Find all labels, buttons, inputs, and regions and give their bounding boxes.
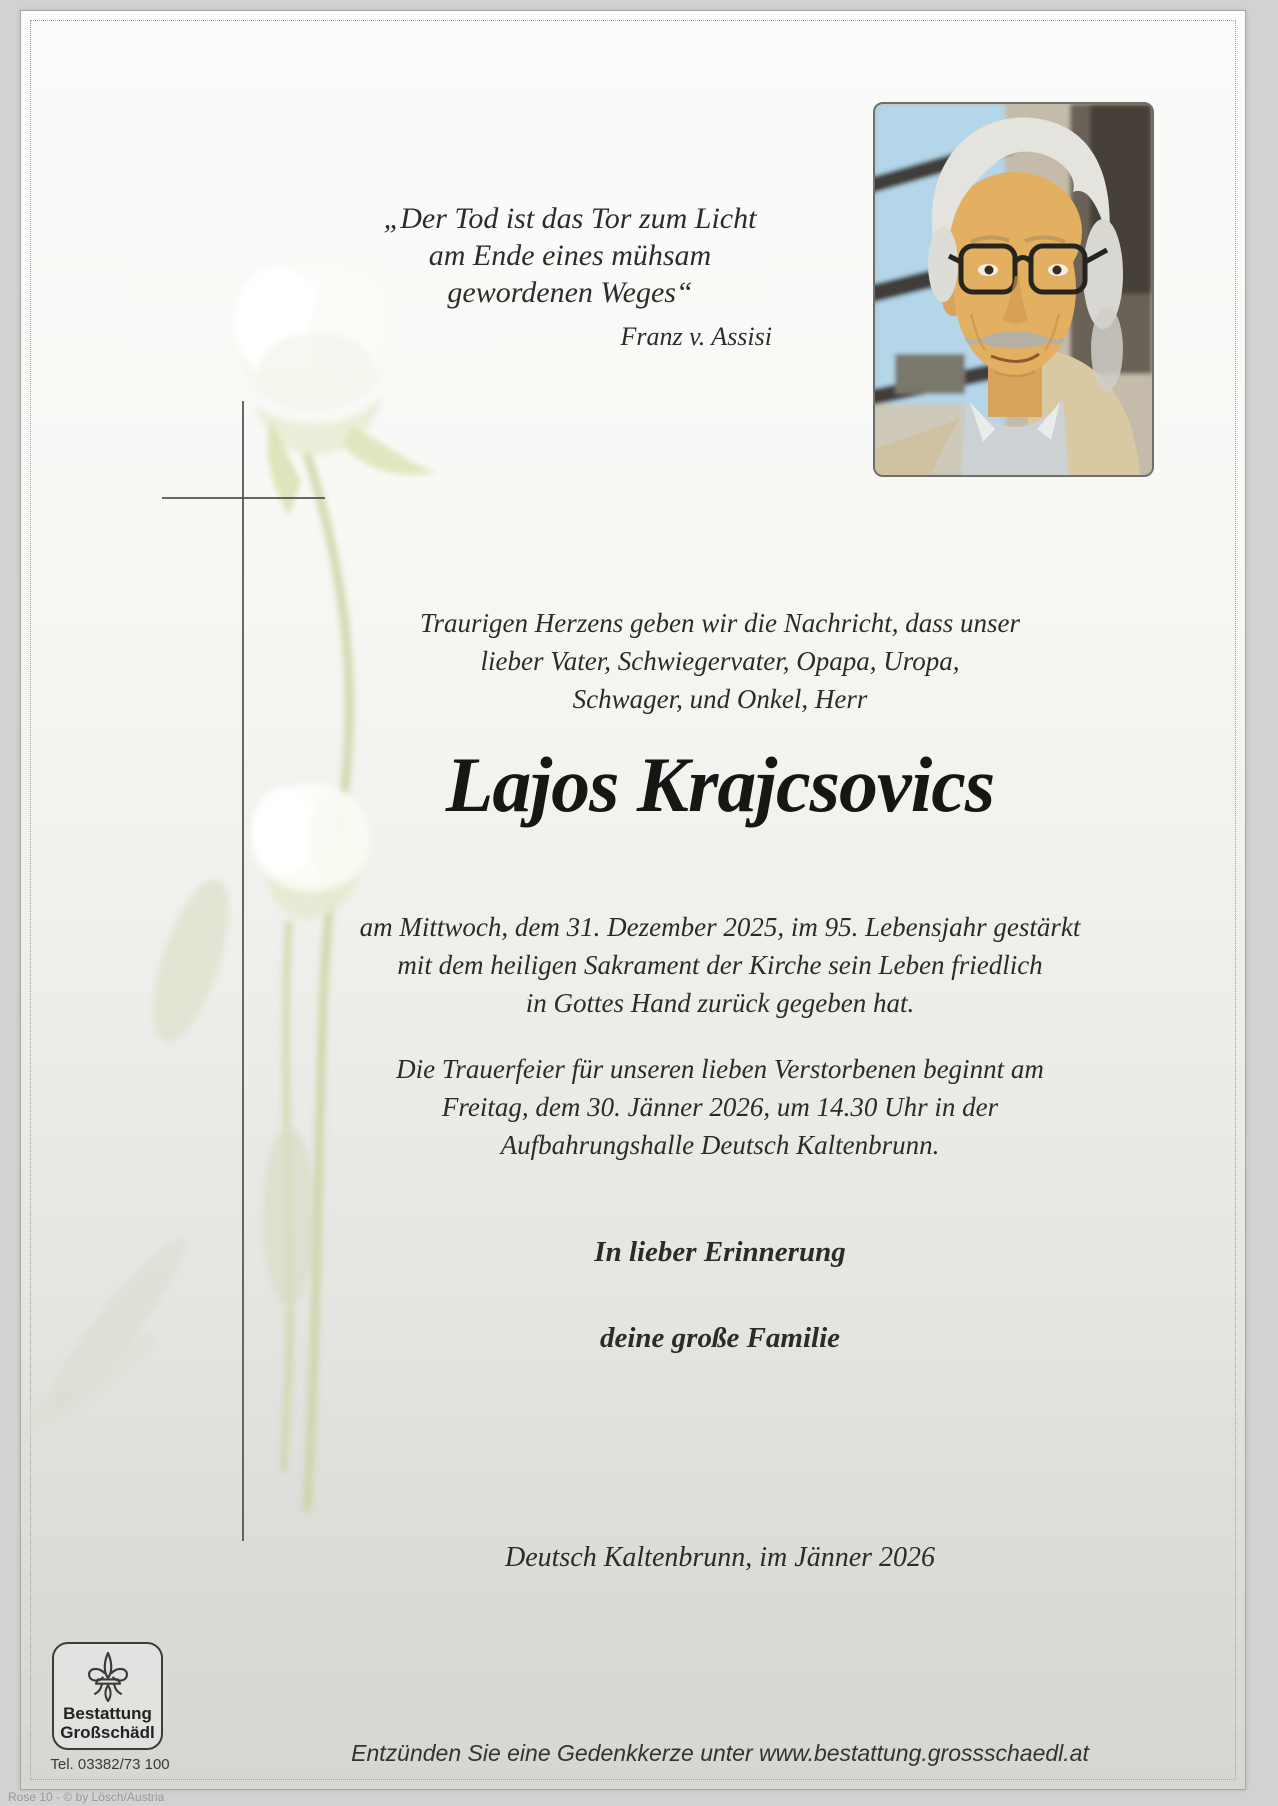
announcement-block xyxy=(270,604,1170,718)
memorial-cross-horizontal-line xyxy=(162,497,325,499)
quote-line: am Ende eines mühsam xyxy=(428,239,712,272)
quote-attribution: Franz v. Assisi xyxy=(620,322,772,351)
announcement-line: Traurigen Herzens geben wir die Nachricht, dass unser xyxy=(420,608,1020,638)
portrait-photo xyxy=(873,102,1154,477)
scan-credit: Rose 10 - © by Lösch/Austria xyxy=(8,1790,165,1804)
remembrance-line: In lieber Erinnerung xyxy=(594,1236,846,1268)
death-details-line: in Gottes Hand zurück gegeben hat. xyxy=(525,988,915,1018)
funeral-details-line: Aufbahrungshalle Deutsch Kaltenbrunn. xyxy=(500,1130,940,1160)
death-details-block xyxy=(270,908,1170,1022)
funeral-home-logo xyxy=(52,1642,163,1750)
funeral-home-name-line2: Großschädl xyxy=(60,1723,155,1742)
quote-line: gewordenen Weges“ xyxy=(447,276,693,309)
funeral-details-line: Die Trauerfeier für unseren lieben Verstorbenen beginnt am xyxy=(396,1054,1044,1084)
funeral-home-name-line1: Bestattung xyxy=(63,1704,152,1723)
funeral-home-name xyxy=(60,1704,154,1742)
quote-block xyxy=(340,200,800,355)
funeral-details-line: Freitag, dem 30. Jänner 2026, um 14.30 Uhr in der xyxy=(441,1092,999,1122)
fleur-de-lis-icon xyxy=(84,1650,132,1704)
place-date-line: Deutsch Kaltenbrunn, im Jänner 2026 xyxy=(504,1542,936,1573)
death-details-line: am Mittwoch, dem 31. Dezember 2025, im 95. Lebensjahr gestärkt xyxy=(359,912,1081,942)
funeral-home-phone: Tel. 03382/73 100 xyxy=(50,1756,170,1773)
quote-line: „Der Tod ist das Tor zum Licht xyxy=(383,202,757,235)
memorial-cross-vertical-line xyxy=(242,401,244,1541)
memorial-candle-line: Entzünden Sie eine Gedenkkerze unter www.bestattung.grossschaedl.at xyxy=(351,1740,1089,1766)
announcement-line: Schwager, und Onkel, Herr xyxy=(572,684,868,714)
announcement-line: lieber Vater, Schwiegervater, Opapa, Uropa, xyxy=(480,646,960,676)
death-details-line: mit dem heiligen Sakrament der Kirche sein Leben friedlich xyxy=(397,950,1043,980)
deceased-name: Lajos Krajcsovics xyxy=(445,741,995,828)
portrait-photo-image xyxy=(875,104,1152,475)
funeral-details-block xyxy=(270,1050,1170,1164)
family-signature-line: deine große Familie xyxy=(599,1322,841,1354)
